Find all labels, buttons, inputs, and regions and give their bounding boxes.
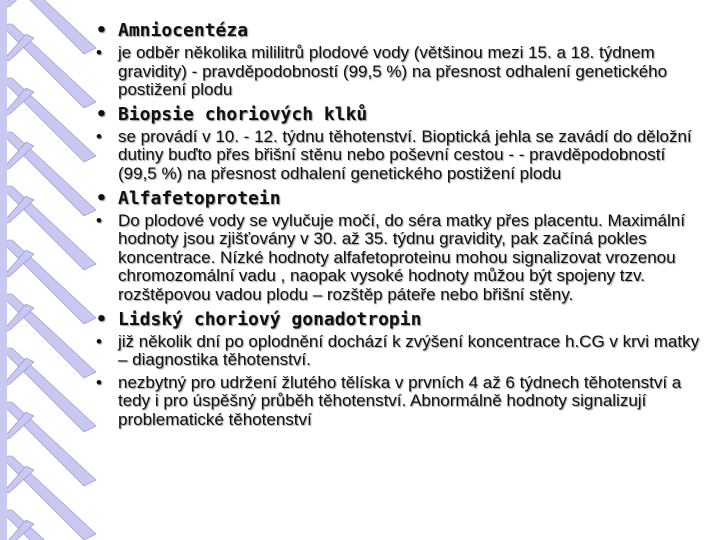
bullet-icon: • bbox=[96, 20, 107, 41]
bullet-text-biopsie bbox=[88, 128, 700, 184]
slide-content bbox=[88, 20, 700, 434]
border-rail bbox=[0, 0, 7, 540]
bullet-icon: • bbox=[96, 126, 102, 146]
bullet-heading-amniocenteza bbox=[88, 20, 700, 42]
bullet-icon: • bbox=[96, 43, 102, 62]
bullet-text-gonadotropin-2 bbox=[88, 374, 700, 430]
heading-text: Alfafetoprotein bbox=[118, 187, 281, 209]
bullet-heading-alfafetoprotein bbox=[88, 188, 700, 210]
heading-text: Lidský choriový gonadotropin bbox=[118, 308, 422, 330]
heading-text: Amniocentéza bbox=[118, 20, 249, 41]
bullet-icon: • bbox=[96, 372, 102, 392]
bullet-text-gonadotropin-1 bbox=[88, 333, 700, 370]
bullet-icon: • bbox=[96, 103, 107, 125]
bullet-text-amniocenteza bbox=[88, 44, 700, 100]
body-text: se provádí v 10. - 12. týdnu těhotenství. Bioptická jehla se zavádí do děložní dutiny buďto přes břišní stěnu nebo poševní cestou - - pravděpodobností (99,5 %) na přesnost odhalení genetického postižení plodu bbox=[118, 126, 692, 183]
bullet-text-alfafetoprotein bbox=[88, 212, 700, 305]
heading-text: Biopsie choriových klků bbox=[118, 103, 368, 125]
bullet-heading-biopsie bbox=[88, 104, 700, 126]
body-text: již několik dní po oplodnění dochází k zvýšení koncentrace h.CG v krvi matky – diagnostika těhotenství. bbox=[118, 331, 700, 370]
bullet-heading-gonadotropin bbox=[88, 309, 700, 331]
bullet-icon: • bbox=[96, 187, 107, 209]
bullet-icon: • bbox=[96, 331, 102, 351]
body-text: nezbytný pro udržení žlutého tělíska v prvních 4 až 6 týdnech těhotenství a tedy i pro úspěšný průběh těhotenství. Abnormálně hodnoty signalizují problematické těhotenství bbox=[118, 372, 682, 429]
bullet-icon: • bbox=[96, 210, 102, 230]
body-text: Do plodové vody se vylučuje močí, do séra matky přes placentu. Maximální hodnoty jsou zjišťovány v 30. až 35. týdnu gravidity, pak začíná pokles koncentrace. Nízké hodnoty alfafetoproteinu mohou signalizovat vrozenou chromozomální vadu , naopak vysoké hodnoty můžou být spojeny tzv. rozštěpovou vadou plodu – rozštěp páteře nebo břišní stěny. bbox=[118, 210, 685, 304]
bullet-icon: • bbox=[96, 308, 107, 330]
body-text: je odběr několika mililitrů plodové vody (většinou mezi 15. a 18. týdnem gravidity) - pravděpodobností (99,5 %) na přesnost odhalení genetického postižení plodu bbox=[118, 43, 668, 100]
